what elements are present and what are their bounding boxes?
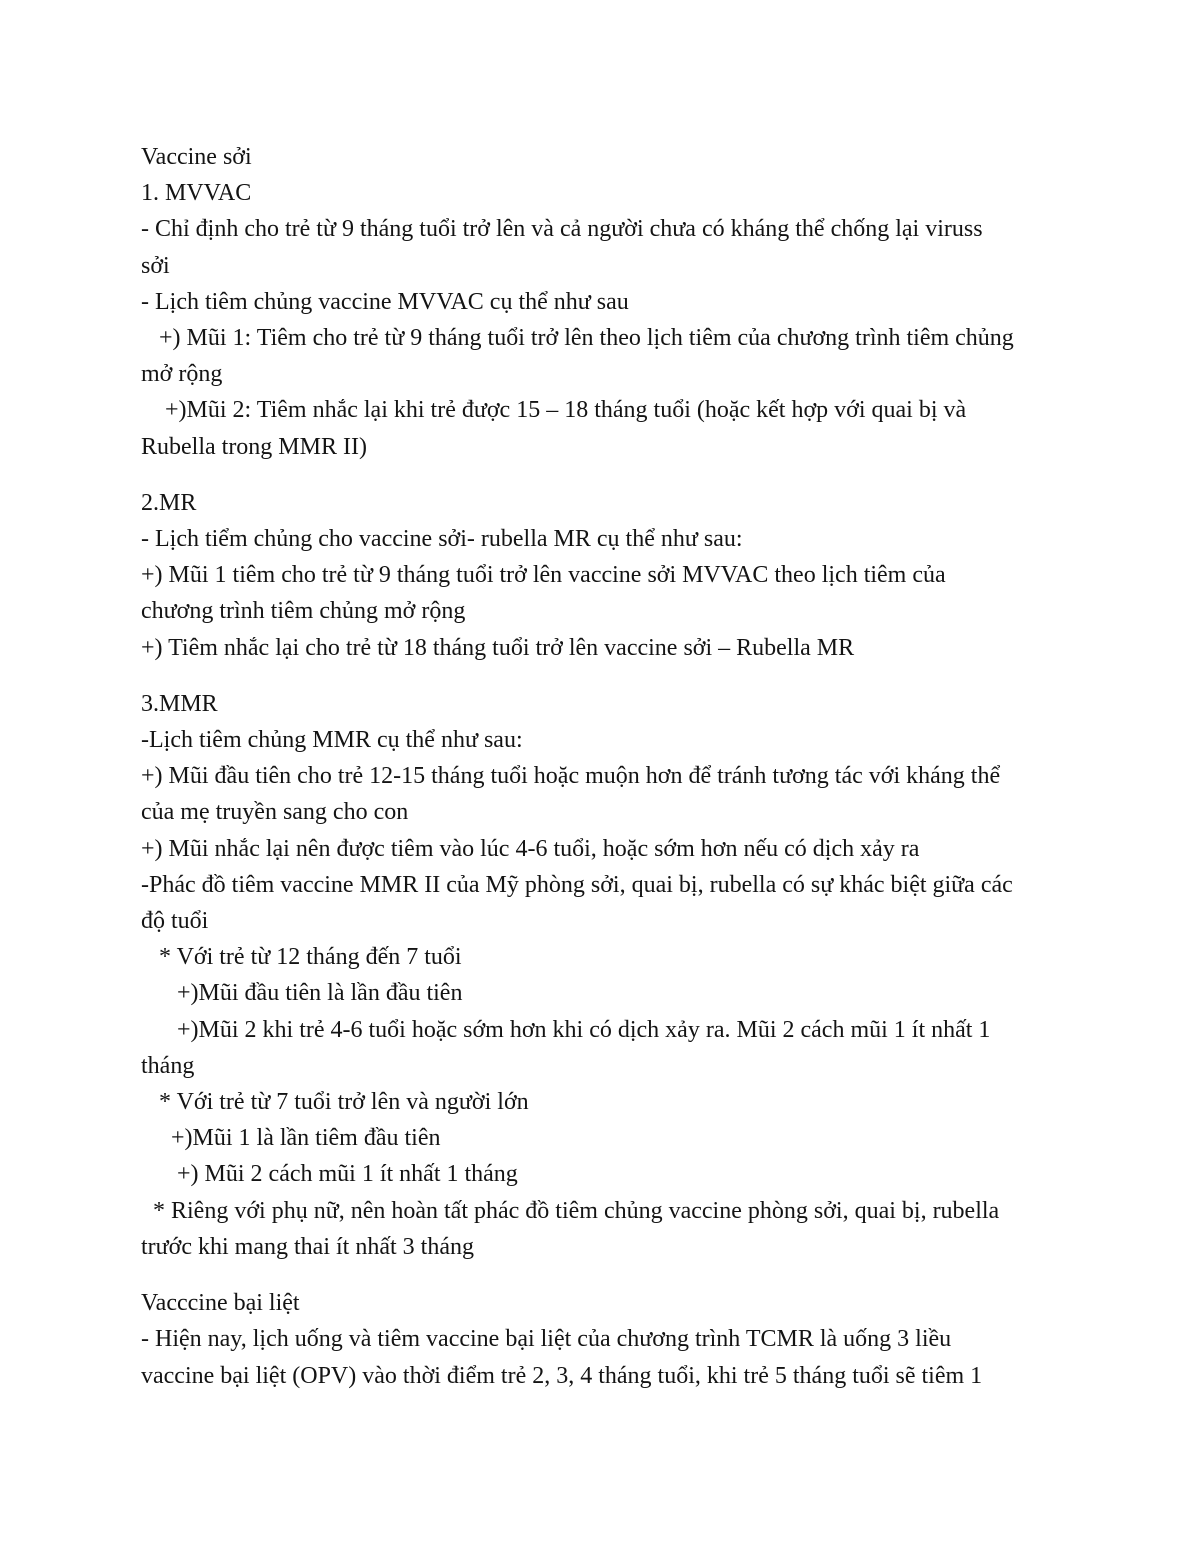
text-line: độ tuổi bbox=[141, 908, 209, 935]
text-line: +)Mũi 2: Tiêm nhắc lại khi trẻ được 15 – 18 tháng tuổi (hoặc kết hợp với quai bị và bbox=[141, 397, 967, 424]
text-line: +) Mũi 1 tiêm cho trẻ từ 9 tháng tuổi trở lên vaccine sởi MVVAC theo lịch tiêm của bbox=[141, 562, 946, 589]
text-line: +)Mũi 1 là lần tiêm đầu tiên bbox=[141, 1125, 441, 1152]
paragraph-gap bbox=[141, 666, 1151, 686]
text-line: * Với trẻ từ 7 tuổi trở lên và người lớn bbox=[141, 1089, 529, 1116]
text-line: -Lịch tiêm chủng MMR cụ thể như sau: bbox=[141, 727, 523, 754]
text-line: - Hiện nay, lịch uống và tiêm vaccine bại liệt của chương trình TCMR là uống 3 liều bbox=[141, 1326, 952, 1353]
text-line: tháng bbox=[141, 1052, 195, 1079]
text-line: +) Mũi nhắc lại nên được tiêm vào lúc 4-6 tuổi, hoặc sớm hơn nếu có dịch xảy ra bbox=[141, 835, 920, 862]
paragraph-gap bbox=[141, 465, 1151, 485]
section-measles-heading-mvvac bbox=[141, 139, 1151, 465]
text-line: sởi bbox=[141, 252, 170, 279]
text-line: Rubella trong MMR II) bbox=[141, 433, 367, 460]
section-polio bbox=[141, 1285, 1151, 1394]
text-line: * Riêng với phụ nữ, nên hoàn tất phác đồ tiêm chủng vaccine phòng sởi, quai bị, rubella bbox=[141, 1197, 1000, 1224]
text-line: +) Mũi đầu tiên cho trẻ 12-15 tháng tuổi hoặc muộn hơn để tránh tương tác với kháng thể bbox=[141, 763, 1001, 790]
subheading: 3.MMR bbox=[141, 690, 218, 717]
text-line: của mẹ truyền sang cho con bbox=[141, 799, 409, 826]
paragraph-gap bbox=[141, 1265, 1151, 1285]
text-line: vaccine bại liệt (OPV) vào thời điểm trẻ 2, 3, 4 tháng tuổi, khi trẻ 5 tháng tuổi sẽ tiêm 1 bbox=[141, 1362, 983, 1389]
text-line: +) Mũi 2 cách mũi 1 ít nhất 1 tháng bbox=[141, 1161, 518, 1188]
text-line: * Với trẻ từ 12 tháng đến 7 tuổi bbox=[141, 944, 462, 971]
text-line: +) Tiêm nhắc lại cho trẻ từ 18 tháng tuổi trở lên vaccine sởi – Rubella MR bbox=[141, 634, 855, 661]
subheading: Vacccine bại liệt bbox=[141, 1290, 300, 1317]
text-line: +)Mũi 2 khi trẻ 4-6 tuổi hoặc sớm hơn khi có dịch xảy ra. Mũi 2 cách mũi 1 ít nhất 1 bbox=[141, 1016, 991, 1043]
text-line: chương trình tiêm chủng mở rộng bbox=[141, 598, 466, 625]
subheading: 2.MR bbox=[141, 489, 197, 516]
document-page bbox=[141, 139, 1151, 1394]
text-line: +) Mũi 1: Tiêm cho trẻ từ 9 tháng tuổi trở lên theo lịch tiêm của chương trình tiêm chủng bbox=[141, 325, 1014, 352]
text-line: - Lịch tiểm chủng cho vaccine sởi- rubella MR cụ thể như sau: bbox=[141, 526, 743, 553]
text-line: -Phác đồ tiêm vaccine MMR II của Mỹ phòng sởi, quai bị, rubella có sự khác biệt giữa các bbox=[141, 871, 1013, 898]
document-heading: Vaccine sởi bbox=[141, 144, 252, 170]
section-mr bbox=[141, 485, 1151, 666]
text-line: - Lịch tiêm chủng vaccine MVVAC cụ thể như sau bbox=[141, 288, 629, 315]
subheading: 1. MVVAC bbox=[141, 180, 252, 207]
section-mmr bbox=[141, 686, 1151, 1265]
text-line: +)Mũi đầu tiên là lần đầu tiên bbox=[141, 980, 463, 1007]
text-line: mở rộng bbox=[141, 361, 223, 388]
text-line: - Chỉ định cho trẻ từ 9 tháng tuổi trở lên và cả người chưa có kháng thể chống lại viruss bbox=[141, 216, 983, 243]
text-line: trước khi mang thai ít nhất 3 tháng bbox=[141, 1233, 474, 1260]
